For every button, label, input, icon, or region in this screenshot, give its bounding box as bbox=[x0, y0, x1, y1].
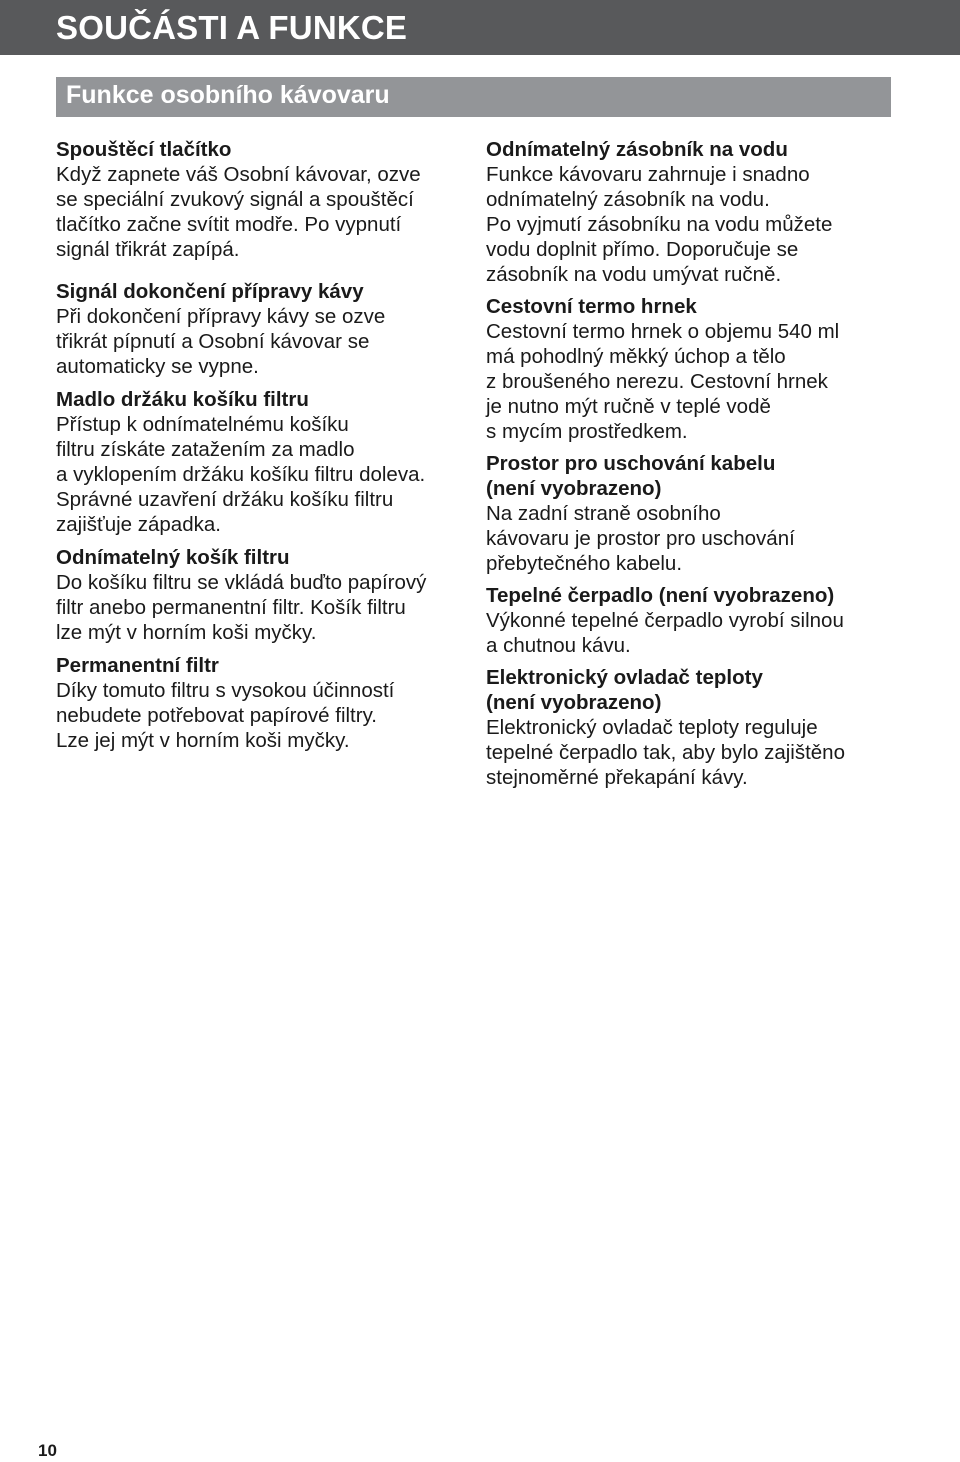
text-line: signál třikrát zapípá. bbox=[56, 238, 240, 261]
text-line: Díky tomuto filtru s vysokou účinností bbox=[56, 679, 395, 702]
text-line: se speciální zvukový signál a spouštěcí bbox=[56, 188, 414, 211]
text-line: Lze jej mýt v horním koši myčky. bbox=[56, 729, 350, 752]
section-heading: Odnímatelný zásobník na vodu bbox=[486, 138, 788, 161]
subheader-bar bbox=[56, 77, 891, 117]
section-start-button bbox=[56, 137, 471, 262]
text-line: Do košíku filtru se vkládá buďto papírový bbox=[56, 571, 427, 594]
section-heading: Madlo držáku košíku filtru bbox=[56, 388, 309, 411]
text-line: zásobník na vodu umývat ručně. bbox=[486, 263, 782, 286]
text-line: lze mýt v horním koši myčky. bbox=[56, 621, 317, 644]
section-heading: Elektronický ovladač teploty bbox=[486, 666, 763, 689]
section-heading-note: (není vyobrazeno) bbox=[486, 691, 662, 714]
section-heading: Odnímatelný košík filtru bbox=[56, 546, 290, 569]
section-removable-filter-basket bbox=[56, 545, 471, 645]
section-travel-mug bbox=[486, 294, 896, 444]
header-bar bbox=[0, 0, 960, 55]
text-line: s mycím prostředkem. bbox=[486, 420, 688, 443]
text-line: a chutnou kávu. bbox=[486, 634, 631, 657]
section-heat-pump bbox=[486, 583, 896, 658]
page-title: SOUČÁSTI A FUNKCE bbox=[56, 9, 408, 46]
text-line: a vyklopením držáku košíku filtru doleva. bbox=[56, 463, 426, 486]
section-filter-holder-handle bbox=[56, 387, 471, 537]
page-number: 10 bbox=[38, 1441, 57, 1460]
text-line: Po vyjmutí zásobníku na vodu můžete bbox=[486, 213, 833, 236]
text-line: nebudete potřebovat papírové filtry. bbox=[56, 704, 377, 727]
text-line: Výkonné tepelné čerpadlo vyrobí silnou bbox=[486, 609, 844, 632]
text-line: automaticky se vypne. bbox=[56, 355, 259, 378]
right-column bbox=[486, 137, 896, 790]
text-line: Funkce kávovaru zahrnuje i snadno bbox=[486, 163, 810, 186]
text-line: kávovaru je prostor pro uschování bbox=[486, 527, 795, 550]
text-line: filtru získáte zatažením za madlo bbox=[56, 438, 355, 461]
section-temperature-control bbox=[486, 665, 896, 790]
section-title: Funkce osobního kávovaru bbox=[66, 81, 390, 109]
section-cord-storage bbox=[486, 451, 896, 576]
text-line: vodu doplnit přímo. Doporučuje se bbox=[486, 238, 799, 261]
text-line: Správné uzavření držáku košíku filtru bbox=[56, 488, 394, 511]
section-heading: Prostor pro uschování kabelu bbox=[486, 452, 776, 475]
text-line: má pohodlný měkký úchop a tělo bbox=[486, 345, 786, 368]
text-line: je nutno mýt ručně v teplé vodě bbox=[486, 395, 771, 418]
section-heading-note: (není vyobrazeno) bbox=[486, 477, 662, 500]
text-line: tepelné čerpadlo tak, aby bylo zajištěno bbox=[486, 741, 845, 764]
text-line: filtr anebo permanentní filtr. Košík filtru bbox=[56, 596, 406, 619]
section-brew-complete-signal bbox=[56, 279, 471, 379]
text-line: přebytečného kabelu. bbox=[486, 552, 683, 575]
text-line: třikrát pípnutí a Osobní kávovar se bbox=[56, 330, 370, 353]
text-line: Cestovní termo hrnek o objemu 540 ml bbox=[486, 320, 840, 343]
section-water-reservoir bbox=[486, 137, 896, 287]
text-line: zajišťuje západka. bbox=[56, 513, 221, 536]
text-line: Když zapnete váš Osobní kávovar, ozve bbox=[56, 163, 421, 186]
text-line: z broušeného nerezu. Cestovní hrnek bbox=[486, 370, 828, 393]
section-permanent-filter bbox=[56, 653, 471, 753]
section-heading: Spouštěcí tlačítko bbox=[56, 138, 232, 161]
section-heading: Tepelné čerpadlo (není vyobrazeno) bbox=[486, 584, 835, 607]
text-line: tlačítko začne svítit modře. Po vypnutí bbox=[56, 213, 402, 236]
text-line: stejnoměrné překapání kávy. bbox=[486, 766, 748, 789]
text-line: Na zadní straně osobního bbox=[486, 502, 721, 525]
section-heading: Cestovní termo hrnek bbox=[486, 295, 697, 318]
text-line: odnímatelný zásobník na vodu. bbox=[486, 188, 770, 211]
text-line: Při dokončení přípravy kávy se ozve bbox=[56, 305, 386, 328]
section-heading: Signál dokončení přípravy kávy bbox=[56, 280, 364, 303]
left-column bbox=[56, 137, 471, 753]
text-line: Elektronický ovladač teploty reguluje bbox=[486, 716, 818, 739]
text-line: Přístup k odnímatelnému košíku bbox=[56, 413, 349, 436]
section-heading: Permanentní filtr bbox=[56, 654, 219, 677]
